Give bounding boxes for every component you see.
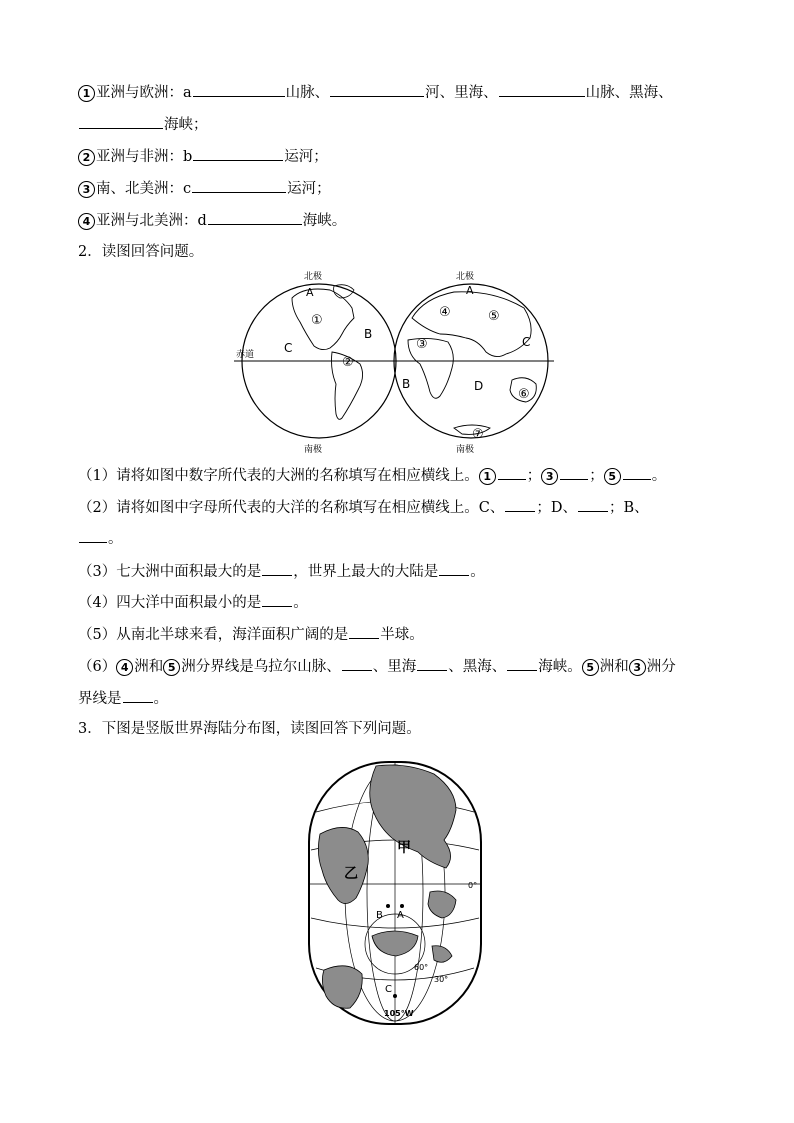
ocean-label-C: C [284, 341, 293, 355]
point-label-B: B [376, 910, 383, 921]
q1-asia-europe-line: 1 亚洲与欧洲：a 山脉、 河、里海、 山脉、黑海、 [78, 82, 673, 103]
q1-asia-europe-line-cont: 海峡； [78, 114, 208, 135]
circle-number-5: 5 [604, 468, 621, 485]
label-jia: 甲 [397, 840, 411, 856]
q2-sub3: （3）七大洲中面积最大的是 ，世界上最大的大陆是 。 [78, 561, 485, 582]
q2-sub6: （6） 4 洲和 5 洲分界线是乌拉尔山脉、 、里海 、黑海、 海峡。 5 洲和 3 洲分 [78, 656, 676, 677]
label-yi: 乙 [344, 866, 358, 882]
circle-number-1: 1 [78, 85, 95, 102]
circle-number-2: 2 [78, 149, 95, 166]
q2-sub2: （2）请将如图中字母所代表的大洋的名称填写在相应横线上。C、 ；D、 ；B、 [78, 497, 649, 518]
ocean-label-A: A [306, 286, 314, 299]
south-pole-label: 南极 [304, 445, 323, 455]
circle-number-3: 3 [629, 659, 646, 676]
answer-blank[interactable] [79, 528, 107, 543]
answer-blank[interactable] [262, 561, 292, 576]
answer-blank[interactable] [262, 592, 292, 607]
lon-105w-label: 105°W [384, 1009, 414, 1018]
lon-0-label: 0° [468, 881, 478, 890]
hemispheres-map [234, 268, 556, 458]
answer-blank[interactable] [417, 656, 447, 671]
answer-blank[interactable] [192, 178, 286, 193]
answer-blank[interactable] [208, 210, 302, 225]
continent-label-2: ② [342, 355, 354, 370]
answer-blank[interactable] [79, 114, 163, 129]
circle-number-4: 4 [78, 213, 95, 230]
continent-label-3: ③ [416, 337, 428, 352]
circle-number-5: 5 [582, 659, 599, 676]
answer-blank[interactable] [123, 688, 153, 703]
lat-30-label: 30° [434, 975, 449, 984]
answer-blank[interactable] [193, 82, 285, 97]
q2-sub4: （4）四大洋中面积最小的是 。 [78, 592, 308, 613]
question-3-title: 3．下图是竖版世界海陆分布图，读图回答下列问题。 [78, 721, 421, 737]
eurasia-shape [412, 292, 531, 357]
north-pole-label: 北极 [456, 272, 475, 282]
north-america-shape [292, 289, 354, 350]
ocean-label-C: C [522, 335, 531, 349]
lat-60-label: 60° [414, 963, 429, 972]
equator-label: 赤道 [236, 350, 255, 360]
circle-number-4: 4 [116, 659, 133, 676]
question-2-title: 2．读图回答问题。 [78, 244, 204, 260]
point-label-A: A [397, 910, 404, 921]
answer-blank[interactable] [507, 656, 537, 671]
point-label-C: C [385, 984, 392, 995]
q2-sub5: （5）从南北半球来看，海洋面积广阔的是 半球。 [78, 624, 424, 645]
south-pole-label: 南极 [456, 445, 475, 455]
answer-blank[interactable] [505, 497, 535, 512]
answer-blank[interactable] [439, 561, 469, 576]
q2-sub6-cont: 界线是 。 [78, 688, 168, 709]
answer-blank[interactable] [342, 656, 372, 671]
q1-asia-africa-line: 2 亚洲与非洲：b 运河； [78, 146, 328, 167]
answer-blank[interactable] [349, 624, 379, 639]
q1-asia-na-line: 4 亚洲与北美洲：d 海峡。 [78, 210, 346, 231]
answer-blank[interactable] [499, 82, 585, 97]
answer-blank[interactable] [623, 465, 651, 480]
circle-number-3: 3 [78, 181, 95, 198]
ocean-label-B: B [402, 377, 411, 391]
africa-shape [408, 338, 453, 398]
answer-blank[interactable] [578, 497, 608, 512]
answer-blank[interactable] [498, 465, 526, 480]
circle-number-3: 3 [541, 468, 558, 485]
q1-americas-line: 3 南、北美洲：c 运河； [78, 178, 331, 199]
q2-sub2-cont: 。 [78, 528, 123, 549]
continent-label-1: ① [311, 313, 323, 328]
ocean-label-A: A [466, 284, 474, 297]
vertical-world-map [306, 760, 484, 1028]
circle-number-1: 1 [479, 468, 496, 485]
north-pole-label: 北极 [304, 272, 323, 282]
continent-label-4: ④ [439, 305, 451, 320]
answer-blank[interactable] [330, 82, 424, 97]
continent-label-5: ⑤ [488, 309, 500, 324]
ocean-label-B: B [364, 327, 373, 341]
continent-label-7: ⑦ [472, 427, 484, 442]
answer-blank[interactable] [193, 146, 283, 161]
q2-sub1: （1）请将如图中数字所代表的大洲的名称填写在相应横线上。 1 ； 3 ； 5 。 [78, 465, 666, 486]
continent-label-6: ⑥ [518, 387, 530, 402]
ocean-label-D: D [474, 379, 484, 393]
circle-number-5: 5 [163, 659, 180, 676]
answer-blank[interactable] [560, 465, 588, 480]
